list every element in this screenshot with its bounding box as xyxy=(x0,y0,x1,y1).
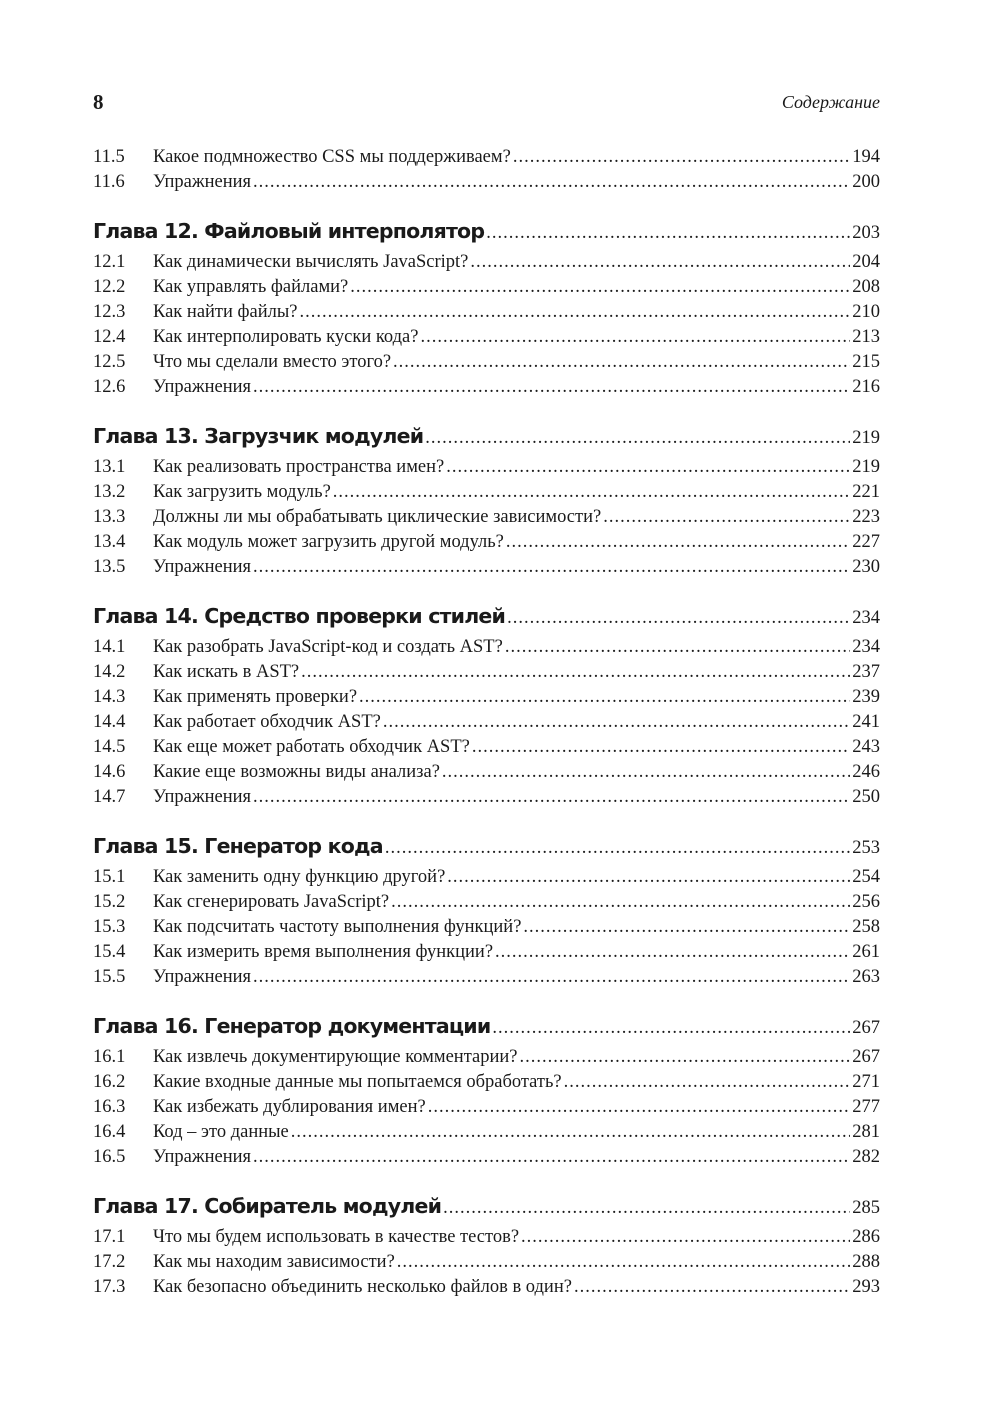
toc-entry[interactable] xyxy=(93,532,880,557)
dot-leader xyxy=(447,867,850,888)
section-number: 11.5 xyxy=(93,147,125,167)
dot-leader xyxy=(253,377,850,398)
section-number: 14.4 xyxy=(93,712,126,732)
section-title: Что мы будем использовать в качестве тестов? xyxy=(153,1227,520,1247)
chapter-title: Глава 17. Собиратель модулей xyxy=(93,1194,442,1218)
dot-leader xyxy=(253,172,850,193)
section-number: 14.2 xyxy=(93,662,126,682)
page-ref: 194 xyxy=(852,147,880,167)
toc-entry[interactable] xyxy=(93,277,880,302)
toc-entry[interactable] xyxy=(93,892,880,917)
toc-entry[interactable] xyxy=(93,377,880,402)
page-ref: 210 xyxy=(852,302,880,322)
section-number: 13.3 xyxy=(93,507,126,527)
toc-entry[interactable] xyxy=(93,1097,880,1122)
section-title: Упражнения xyxy=(153,557,252,577)
page-ref: 241 xyxy=(852,712,880,732)
section-number: 14.7 xyxy=(93,787,126,807)
dot-leader xyxy=(253,1147,850,1168)
section-title: Как мы находим зависимости? xyxy=(153,1252,395,1272)
toc-entry[interactable] xyxy=(93,787,880,812)
page-ref: 254 xyxy=(852,867,880,887)
toc-entry[interactable] xyxy=(93,917,880,942)
toc-entry[interactable] xyxy=(93,1122,880,1147)
dot-leader xyxy=(521,1227,850,1248)
page-ref: 204 xyxy=(852,252,880,272)
dot-leader xyxy=(425,428,850,449)
section-number: 14.1 xyxy=(93,637,126,657)
dot-leader xyxy=(385,838,850,859)
section-number: 14.5 xyxy=(93,737,126,757)
chapter-title: Глава 12. Файловый интерполятор xyxy=(93,219,485,243)
running-title: Содержание xyxy=(781,92,880,112)
chapter-heading[interactable] xyxy=(93,604,880,634)
chapter-title: Глава 16. Генератор документации xyxy=(93,1014,491,1038)
section-title: Должны ли мы обрабатывать циклические зависимости? xyxy=(153,507,602,527)
section-title: Код – это данные xyxy=(153,1122,289,1142)
section-number: 16.1 xyxy=(93,1047,126,1067)
page-ref: 271 xyxy=(852,1072,880,1092)
page-ref: 219 xyxy=(852,457,880,477)
page-ref: 253 xyxy=(852,838,880,858)
page-ref: 221 xyxy=(852,482,880,502)
dot-leader xyxy=(253,557,850,578)
section-number: 15.1 xyxy=(93,867,126,887)
toc-entry[interactable] xyxy=(93,687,880,712)
chapter-title: Глава 13. Загрузчик модулей xyxy=(93,424,424,448)
toc-entry[interactable] xyxy=(93,507,880,532)
chapter-heading[interactable] xyxy=(93,1014,880,1044)
section-number: 13.2 xyxy=(93,482,126,502)
page-ref: 215 xyxy=(852,352,880,372)
section-title: Упражнения xyxy=(153,787,252,807)
page-ref: 261 xyxy=(852,942,880,962)
chapter-heading[interactable] xyxy=(93,219,880,249)
dot-leader xyxy=(513,147,850,168)
dot-leader xyxy=(391,892,850,913)
section-number: 13.1 xyxy=(93,457,126,477)
toc-entry[interactable] xyxy=(93,457,880,482)
toc-entry[interactable] xyxy=(93,1252,880,1277)
section-number: 17.2 xyxy=(93,1252,126,1272)
dot-leader xyxy=(574,1277,850,1298)
section-title: Как заменить одну функцию другой? xyxy=(153,867,446,887)
page-ref: 200 xyxy=(852,172,880,192)
dot-leader xyxy=(507,608,850,629)
section-number: 15.2 xyxy=(93,892,126,912)
page-ref: 288 xyxy=(852,1252,880,1272)
section-title: Как применять проверки? xyxy=(153,687,358,707)
section-title: Как работает обходчик AST? xyxy=(153,712,381,732)
dot-leader xyxy=(505,637,850,658)
section-number: 13.4 xyxy=(93,532,126,552)
section-title: Как динамически вычислять JavaScript? xyxy=(153,252,469,272)
section-title: Как реализовать пространства имен? xyxy=(153,457,445,477)
toc-entry[interactable] xyxy=(93,1227,880,1252)
page-ref: 267 xyxy=(852,1018,880,1038)
section-number: 15.5 xyxy=(93,967,126,987)
section-title: Как подсчитать частоту выполнения функций? xyxy=(153,917,522,937)
page-ref: 243 xyxy=(852,737,880,757)
dot-leader xyxy=(383,712,850,733)
section-number: 12.4 xyxy=(93,327,126,347)
page-ref: 230 xyxy=(852,557,880,577)
section-title: Как избежать дублирования имен? xyxy=(153,1097,426,1117)
toc-entry[interactable] xyxy=(93,352,880,377)
section-number: 14.6 xyxy=(93,762,126,782)
page-ref: 208 xyxy=(852,277,880,297)
dot-leader xyxy=(253,967,850,988)
page-ref: 213 xyxy=(852,327,880,347)
dot-leader xyxy=(442,762,850,783)
dot-leader xyxy=(397,1252,850,1273)
dot-leader xyxy=(301,662,850,683)
chapter-title: Глава 14. Средство проверки стилей xyxy=(93,604,506,628)
chapter-heading[interactable] xyxy=(93,1194,880,1224)
section-title: Как загрузить модуль? xyxy=(153,482,331,502)
dot-leader xyxy=(359,687,850,708)
chapter-heading[interactable] xyxy=(93,424,880,454)
page-ref: 256 xyxy=(852,892,880,912)
section-title: Как модуль может загрузить другой модуль? xyxy=(153,532,504,552)
section-number: 16.3 xyxy=(93,1097,126,1117)
toc-entry[interactable] xyxy=(93,662,880,687)
section-number: 12.3 xyxy=(93,302,126,322)
section-title: Как управлять файлами? xyxy=(153,277,349,297)
section-number: 15.4 xyxy=(93,942,126,962)
page-ref: 203 xyxy=(852,223,880,243)
dot-leader xyxy=(519,1047,850,1068)
toc-entry[interactable] xyxy=(93,1147,880,1172)
section-title: Упражнения xyxy=(153,1147,252,1167)
dot-leader xyxy=(420,327,850,348)
dot-leader xyxy=(253,787,850,808)
page-ref: 277 xyxy=(852,1097,880,1117)
page-ref: 246 xyxy=(852,762,880,782)
section-title: Какие входные данные мы попытаемся обработать? xyxy=(153,1072,562,1092)
dot-leader xyxy=(446,457,850,478)
section-number: 15.3 xyxy=(93,917,126,937)
table-of-contents xyxy=(93,147,880,1302)
section-title: Упражнения xyxy=(153,967,252,987)
section-title: Какие еще возможны виды анализа? xyxy=(153,762,440,782)
page-ref: 223 xyxy=(852,507,880,527)
section-title: Как еще может работать обходчик AST? xyxy=(153,737,470,757)
section-title: Упражнения xyxy=(153,172,252,192)
section-number: 17.1 xyxy=(93,1227,126,1247)
section-title: Как извлечь документирующие комментарии? xyxy=(153,1047,518,1067)
section-number: 14.3 xyxy=(93,687,126,707)
page-ref: 239 xyxy=(852,687,880,707)
section-number: 11.6 xyxy=(93,172,125,192)
toc-entry[interactable] xyxy=(93,327,880,352)
dot-leader xyxy=(428,1097,851,1118)
section-number: 13.5 xyxy=(93,557,126,577)
section-number: 12.1 xyxy=(93,252,126,272)
page-ref: 250 xyxy=(852,787,880,807)
toc-entry[interactable] xyxy=(93,637,880,662)
page-ref: 258 xyxy=(852,917,880,937)
section-number: 12.5 xyxy=(93,352,126,372)
toc-entry[interactable] xyxy=(93,712,880,737)
dot-leader xyxy=(300,302,851,323)
section-number: 16.5 xyxy=(93,1147,126,1167)
section-number: 12.2 xyxy=(93,277,126,297)
chapter-title: Глава 15. Генератор кода xyxy=(93,834,383,858)
dot-leader xyxy=(470,252,850,273)
dot-leader xyxy=(393,352,850,373)
toc-entry[interactable] xyxy=(93,1047,880,1072)
dot-leader xyxy=(564,1072,851,1093)
section-title: Как разобрать JavaScript-код и создать AST? xyxy=(153,637,503,657)
dot-leader xyxy=(472,737,850,758)
section-title: Как искать в AST? xyxy=(153,662,300,682)
section-number: 17.3 xyxy=(93,1277,126,1297)
dot-leader xyxy=(486,223,850,244)
dot-leader xyxy=(603,507,850,528)
page-ref: 263 xyxy=(852,967,880,987)
page-number: 8 xyxy=(93,90,104,114)
page-ref: 293 xyxy=(852,1277,880,1297)
toc-entry[interactable] xyxy=(93,1072,880,1097)
toc-entry[interactable] xyxy=(93,252,880,277)
dot-leader xyxy=(523,917,850,938)
page-ref: 219 xyxy=(852,428,880,448)
page-ref: 282 xyxy=(852,1147,880,1167)
dot-leader xyxy=(333,482,850,503)
page-ref: 267 xyxy=(852,1047,880,1067)
toc-entry[interactable] xyxy=(93,302,880,327)
page-ref: 237 xyxy=(852,662,880,682)
dot-leader xyxy=(443,1198,850,1219)
page-ref: 227 xyxy=(852,532,880,552)
section-title: Как безопасно объединить несколько файлов в один? xyxy=(153,1277,572,1297)
dot-leader xyxy=(506,532,850,553)
page-ref: 281 xyxy=(852,1122,880,1142)
section-number: 12.6 xyxy=(93,377,126,397)
section-title: Какое подмножество CSS мы поддерживаем? xyxy=(153,147,511,167)
section-title: Как сгенерировать JavaScript? xyxy=(153,892,390,912)
page-ref: 285 xyxy=(852,1198,880,1218)
page-header xyxy=(93,88,880,120)
toc-entry[interactable] xyxy=(93,967,880,992)
toc-entry[interactable] xyxy=(93,942,880,967)
section-title: Как найти файлы? xyxy=(153,302,298,322)
dot-leader xyxy=(492,1018,850,1039)
page-ref: 234 xyxy=(852,608,880,628)
section-title: Что мы сделали вместо этого? xyxy=(153,352,392,372)
toc-entry[interactable] xyxy=(93,867,880,892)
page-ref: 286 xyxy=(852,1227,880,1247)
toc-entry[interactable] xyxy=(93,172,880,197)
section-number: 16.4 xyxy=(93,1122,126,1142)
chapter-heading[interactable] xyxy=(93,834,880,864)
page-ref: 216 xyxy=(852,377,880,397)
section-number: 16.2 xyxy=(93,1072,126,1092)
section-title: Упражнения xyxy=(153,377,252,397)
toc-entry[interactable] xyxy=(93,1277,880,1302)
toc-entry[interactable] xyxy=(93,557,880,582)
toc-entry[interactable] xyxy=(93,737,880,762)
dot-leader xyxy=(291,1122,850,1143)
section-title: Как измерить время выполнения функции? xyxy=(153,942,494,962)
toc-entry[interactable] xyxy=(93,147,880,172)
dot-leader xyxy=(495,942,850,963)
toc-entry[interactable] xyxy=(93,762,880,787)
page-ref: 234 xyxy=(852,637,880,657)
dot-leader xyxy=(350,277,850,298)
toc-entry[interactable] xyxy=(93,482,880,507)
section-title: Как интерполировать куски кода? xyxy=(153,327,419,347)
